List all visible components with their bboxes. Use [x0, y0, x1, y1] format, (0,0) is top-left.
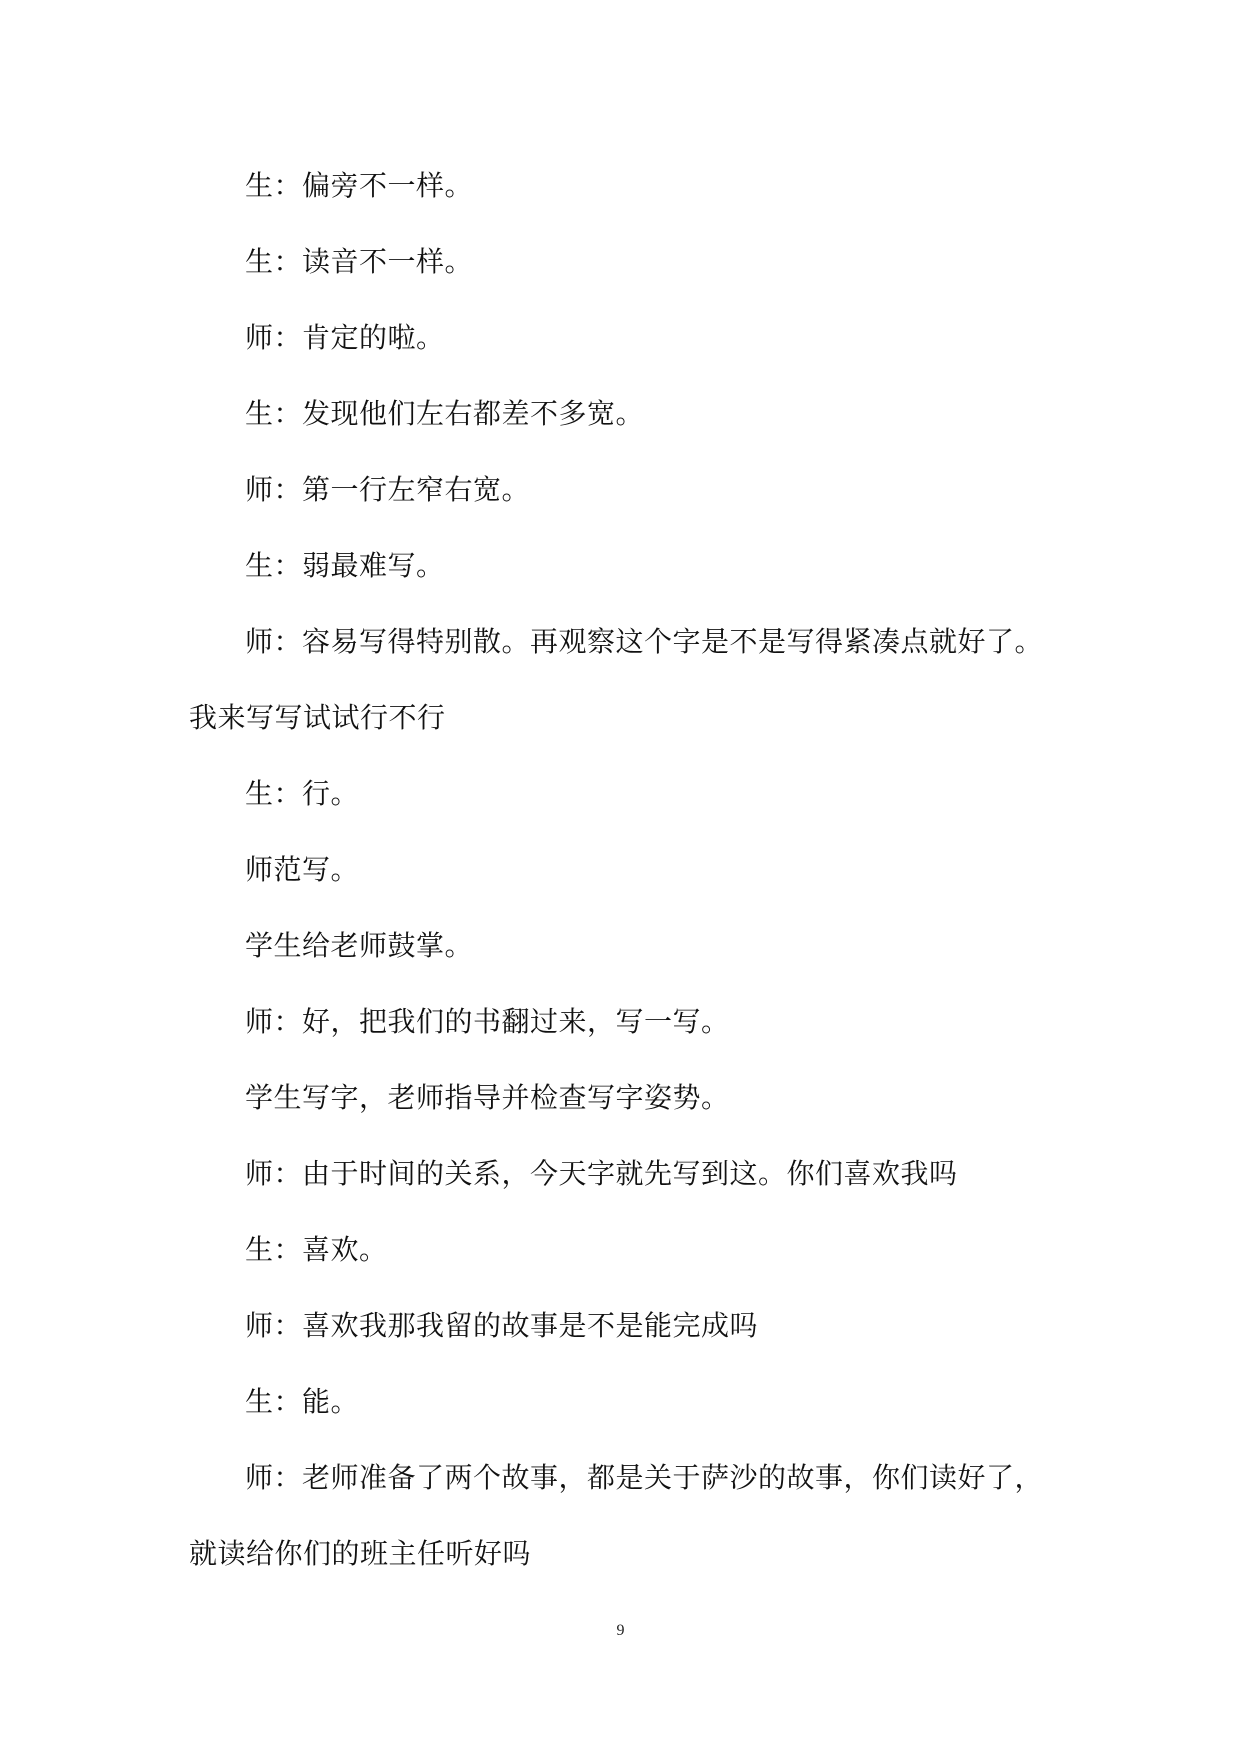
paragraph-line: 生：行。: [245, 777, 360, 810]
paragraph-line: 生：读音不一样。: [245, 245, 474, 278]
paragraph-line: 生：喜欢。: [245, 1233, 388, 1266]
paragraph-line: 师：肯定的啦。: [245, 321, 445, 354]
paragraph-line: 师：由于时间的关系，今天字就先写到这。你们喜欢我吗: [245, 1157, 958, 1190]
paragraph-line: 师：第一行左窄右宽。: [245, 473, 531, 506]
paragraph-line: 师：老师准备了两个故事，都是关于萨沙的故事，你们读好了，: [245, 1461, 1044, 1494]
paragraph-continuation-line: 我来写写试试行不行: [189, 701, 446, 734]
paragraph-line: 生：偏旁不一样。: [245, 169, 474, 202]
paragraph-line: 学生写字，老师指导并检查写字姿势。: [245, 1081, 730, 1114]
paragraph-line: 生：弱最难写。: [245, 549, 445, 582]
page-number: 9: [616, 1622, 625, 1639]
paragraph-line: 学生给老师鼓掌。: [245, 929, 474, 962]
paragraph-line: 生：发现他们左右都差不多宽。: [245, 397, 645, 430]
paragraph-line: 师：喜欢我那我留的故事是不是能完成吗: [245, 1309, 759, 1342]
paragraph-continuation-line: 就读给你们的班主任听好吗: [189, 1537, 532, 1570]
paragraph-line: 师范写。: [245, 853, 360, 886]
paragraph-line: 生：能。: [245, 1385, 360, 1418]
document-body: [189, 148, 1089, 1592]
paragraph-line: 师：好，把我们的书翻过来，写一写。: [245, 1005, 730, 1038]
paragraph-line: 师：容易写得特别散。再观察这个字是不是写得紧凑点就好了。: [245, 625, 1044, 658]
